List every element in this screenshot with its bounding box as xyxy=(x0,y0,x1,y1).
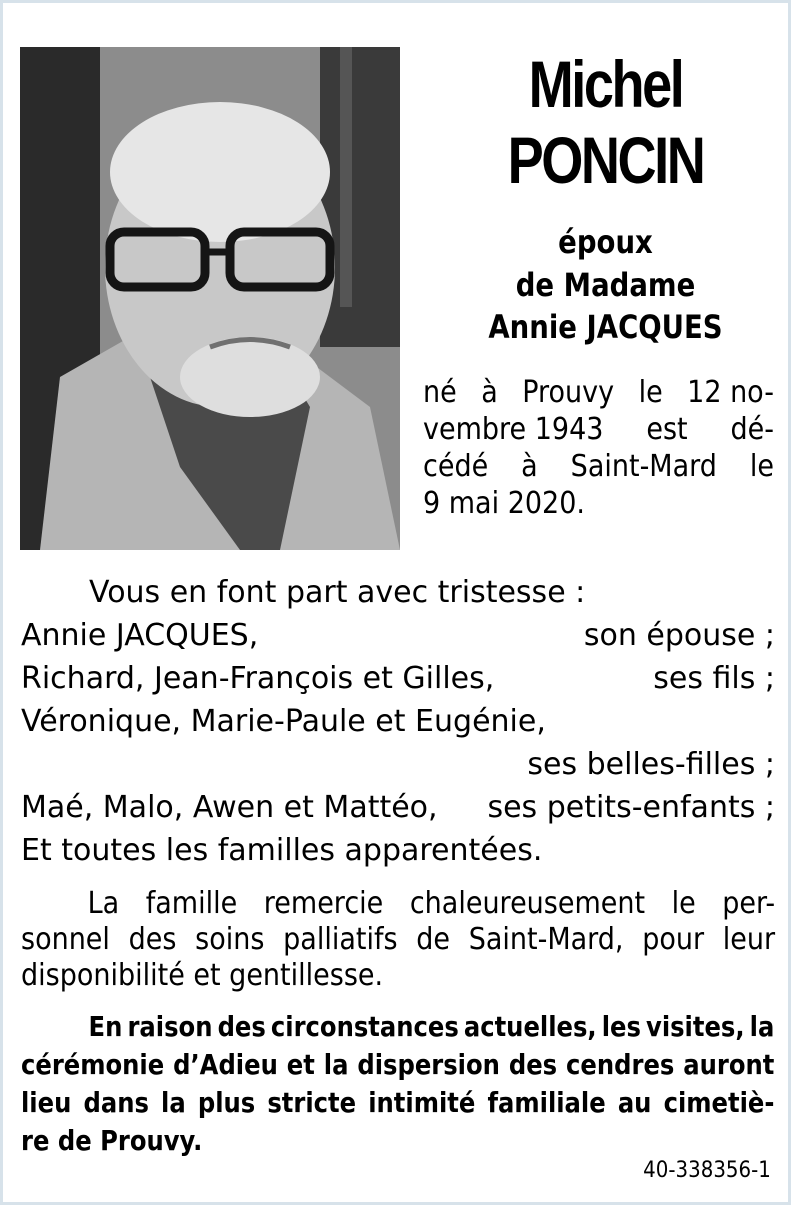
notice-line-1: En raison des circonstances actuelles, les visites, la xyxy=(88,1010,775,1043)
family-row: Véronique, Marie-Paule et Eugénie, xyxy=(21,704,546,739)
birth-death-paragraph xyxy=(423,374,774,522)
portrait-photo xyxy=(20,47,400,550)
family-row: Et toutes les familles apparentées. xyxy=(21,833,543,868)
family-announcement xyxy=(21,571,775,872)
last-name: PONCIN xyxy=(507,123,704,197)
spouse-line-2: de Madame xyxy=(515,266,696,304)
birth-line-2: vembre 1943 est dé- xyxy=(423,412,774,447)
birth-line-3: cédé à Saint-Mard le xyxy=(423,449,774,484)
family-row: ses belles-filles ; xyxy=(527,747,775,782)
thanks-line-1: La famille remercie chaleureusement le per- xyxy=(87,886,776,921)
spouse-line-3: Annie JACQUES xyxy=(488,308,723,346)
thanks-line-3: disponibilité et gentillesse. xyxy=(21,958,384,993)
spouse-line-1: époux xyxy=(558,223,653,261)
notice-line-2: cérémonie d’Adieu et la dispersion des cendres auront xyxy=(21,1048,775,1081)
birth-line-1: né à Prouvy le 12 no- xyxy=(423,375,774,410)
private-ceremony-notice xyxy=(21,1008,774,1160)
notice-line-3: lieu dans la plus stricte intimité familiale au cimetiè- xyxy=(21,1086,775,1119)
birth-line-4: 9 mai 2020. xyxy=(423,486,585,521)
reference-number: 40-338356-1 xyxy=(643,1158,771,1183)
thanks-paragraph xyxy=(21,886,775,994)
family-row: Annie JACQUES, son épouse ; xyxy=(21,618,775,653)
first-name: Michel xyxy=(528,47,683,121)
intro-line: Vous en font part avec tristesse : xyxy=(89,575,586,610)
family-row: Maé, Malo, Awen et Mattéo, ses petits-enfants ; xyxy=(21,790,775,825)
notice-line-4: re de Prouvy. xyxy=(21,1124,203,1157)
thanks-line-2: sonnel des soins palliatifs de Saint-Mard, pour leur xyxy=(21,922,776,957)
family-row: Richard, Jean-François et Gilles, ses fils ; xyxy=(21,661,775,696)
